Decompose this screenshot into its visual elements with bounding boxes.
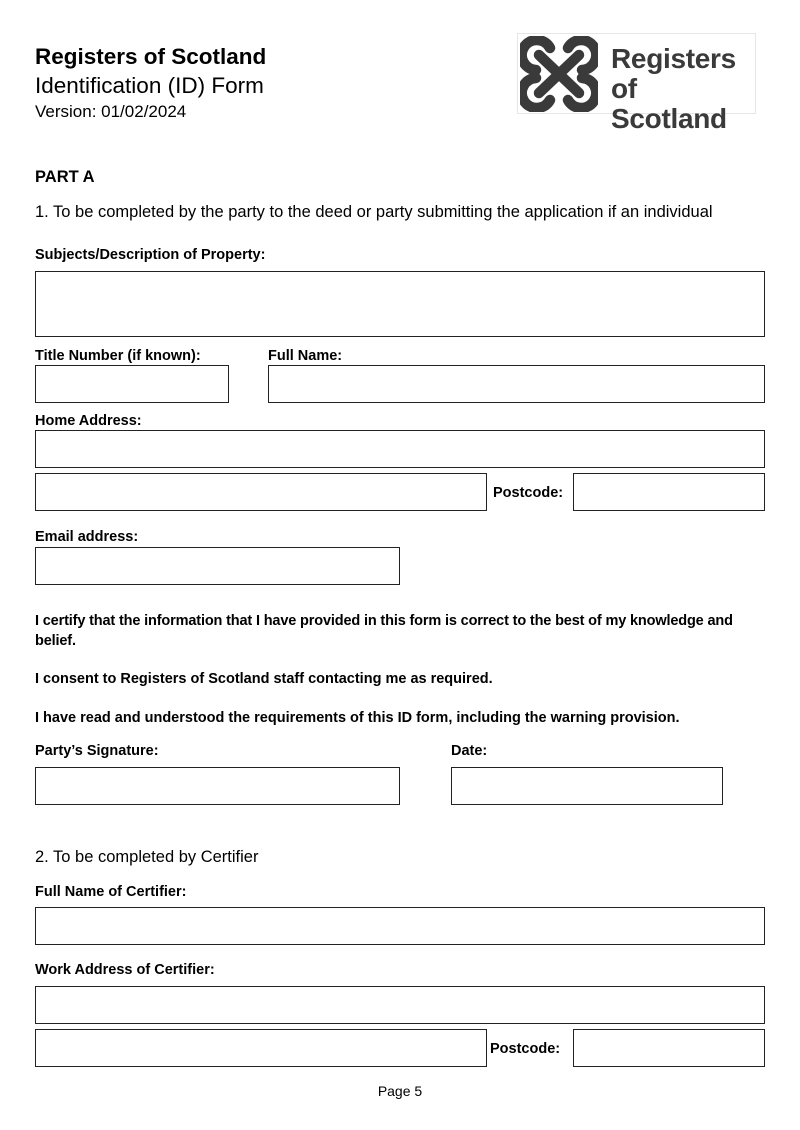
certifier-name-label: Full Name of Certifier: [35, 884, 187, 900]
signature-label: Party’s Signature: [35, 743, 159, 759]
full-name-label: Full Name: [268, 348, 343, 364]
certifier-postcode-field[interactable] [573, 1029, 765, 1067]
subjects-field[interactable] [35, 271, 765, 337]
organisation-name: Registers of Scotland [35, 44, 267, 69]
form-title: Identification (ID) Form [35, 73, 264, 98]
certify-statement: I certify that the information that I have provided in this form is correct to the best of my knowledge and belief. [35, 613, 733, 649]
read-statement: I have read and understood the requirements of this ID form, including the warning provision. [35, 710, 680, 726]
date-label: Date: [451, 743, 488, 759]
title-number-label: Title Number (if known): [35, 348, 201, 364]
logo-line-1: Registers [611, 43, 736, 74]
form-version: Version: 01/02/2024 [35, 102, 187, 121]
email-label: Email address: [35, 529, 139, 545]
date-field[interactable] [451, 767, 723, 805]
page-number: Page 5 [377, 1083, 423, 1099]
ros-logo [517, 33, 756, 134]
section-2-title: 2. To be completed by Certifier [35, 848, 259, 866]
postcode-label: Postcode: [493, 485, 564, 501]
certifier-postcode-label: Postcode: [490, 1041, 561, 1057]
logo-line-2: of Scotland [611, 73, 727, 134]
title-number-field[interactable] [35, 365, 229, 403]
home-address-line2-field[interactable] [35, 473, 487, 511]
home-address-line1-field[interactable] [35, 430, 765, 468]
ros-knot-logo-icon [520, 36, 598, 112]
certifier-address-line2-field[interactable] [35, 1029, 487, 1067]
email-field[interactable] [35, 547, 400, 585]
home-address-label: Home Address: [35, 413, 142, 429]
logo-wordmark [611, 44, 755, 134]
full-name-field[interactable] [268, 365, 765, 403]
postcode-field[interactable] [573, 473, 765, 511]
part-a-heading: PART A [35, 168, 95, 186]
consent-statement: I consent to Registers of Scotland staff contacting me as required. [35, 671, 493, 687]
signature-field[interactable] [35, 767, 400, 805]
certifier-address-line1-field[interactable] [35, 986, 765, 1024]
certifier-name-field[interactable] [35, 907, 765, 945]
section-1-title: 1. To be completed by the party to the deed or party submitting the application if an individual [35, 203, 713, 221]
certifier-address-label: Work Address of Certifier: [35, 962, 215, 978]
subjects-label: Subjects/Description of Property: [35, 247, 266, 263]
